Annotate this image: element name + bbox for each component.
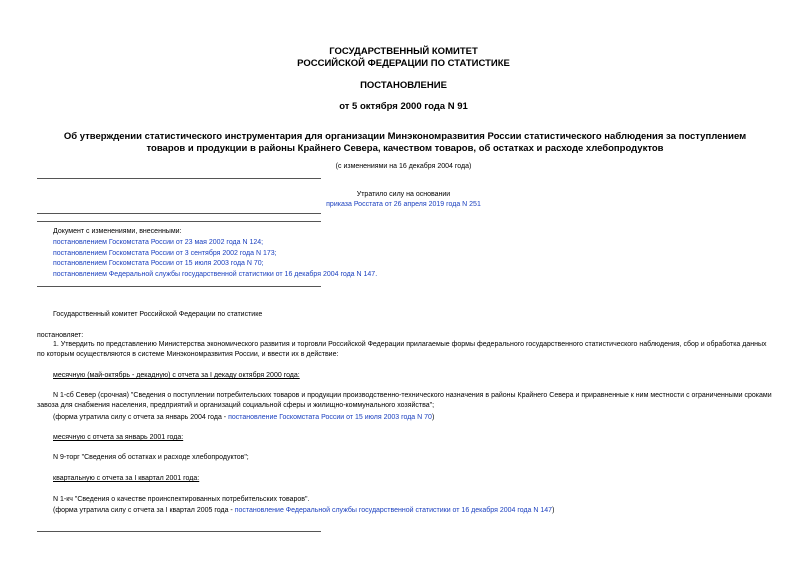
org-name-line1: ГОСУДАРСТВЕННЫЙ КОМИТЕТ bbox=[329, 46, 478, 57]
note-suffix: ) bbox=[552, 507, 555, 514]
amendment-link[interactable]: постановлением Госкомстата России от 3 сентября 2002 года N 173; bbox=[53, 250, 277, 257]
divider bbox=[37, 531, 321, 532]
document-date: от 5 октября 2000 года N 91 bbox=[339, 101, 468, 112]
divider bbox=[37, 213, 321, 214]
org-name-line2: РОССИЙСКОЙ ФЕДЕРАЦИИ ПО СТАТИСТИКЕ bbox=[297, 58, 510, 69]
document-type: ПОСТАНОВЛЕНИЕ bbox=[360, 80, 447, 91]
form-1kch: N 1-кч "Сведения о качестве проинспектированных потребительских товаров". bbox=[53, 496, 310, 503]
paragraph-1: 1. Утвердить по представлению Министерства экономического развития и торговли Российской Федерации прилагаемые формы федерального государственного статистического наблюдения, сбор и обработка данных по которым осуществляются в системе Минэкономразвития России, и ввести их в действие: bbox=[37, 341, 767, 358]
divider bbox=[37, 178, 321, 179]
divider bbox=[37, 286, 321, 287]
quarterly-heading: квартальную с отчета за I квартал 2001 года: bbox=[53, 475, 200, 482]
resolves: постановляет: bbox=[37, 332, 84, 339]
amendment-link[interactable]: постановлением Госкомстата России от 23 мая 2002 года N 124; bbox=[53, 239, 264, 246]
form-1kch-note-link[interactable]: постановление Федеральной службы государственной статистики от 16 декабря 2004 года N 147 bbox=[234, 507, 553, 514]
edition-note: (с изменениями на 16 декабря 2004 года) bbox=[335, 163, 472, 170]
amendment-link[interactable]: постановлением Федеральной службы государственной статистики от 16 декабря 2004 года N 147. bbox=[53, 271, 378, 278]
form-9torg: N 9-торг "Сведения об остатках и расходе хлебопродуктов"; bbox=[53, 454, 249, 461]
form-1sb: N 1-сб Север (срочная) "Сведения о поступлении потребительских товаров и продукции производственно-технического назначения в районы Крайнего Севера и приравненные к ним местности с ограниченными сроками завоза для снабжения населения, предприятий и организаций социальной сферы и жилищно-коммунального хозяйства"; bbox=[37, 392, 772, 409]
form-1sb-note-link[interactable]: постановление Госкомстата России от 15 июля 2003 года N 70 bbox=[228, 414, 432, 421]
note-prefix: (форма утратила силу с отчета за I квартал 2005 года - bbox=[53, 507, 235, 514]
divider bbox=[37, 221, 321, 222]
monthly2-heading: месячную с отчета за январь 2001 года: bbox=[53, 434, 184, 441]
amendment-link[interactable]: постановлением Госкомстата России от 15 июля 2003 года N 70; bbox=[53, 260, 264, 267]
amendments-heading: Документ с изменениями, внесенными: bbox=[53, 228, 182, 235]
document-title: Об утверждении статистического инструментария для организации Минэкономразвития России статистического наблюдения за поступлением товаров и продукции в районы Крайнего Севера, качеством товаров, об остатках и расходе хлебопродуктов bbox=[63, 131, 747, 154]
repeal-link[interactable]: приказа Росстата от 26 апреля 2019 года N 251 bbox=[326, 201, 481, 208]
form-1kch-note bbox=[53, 506, 554, 515]
monthly-heading: месячную (май-октябрь - декадную) с отчета за I декаду октября 2000 года: bbox=[53, 372, 300, 379]
note-suffix: ) bbox=[431, 414, 435, 421]
form-1sb-note bbox=[53, 413, 434, 422]
issuer: Государственный комитет Российской Федерации по статистике bbox=[53, 311, 263, 318]
note-prefix: (форма утратила силу с отчета за январь 2004 года - bbox=[53, 414, 229, 421]
repeal-text: Утратило силу на основании bbox=[356, 191, 451, 198]
